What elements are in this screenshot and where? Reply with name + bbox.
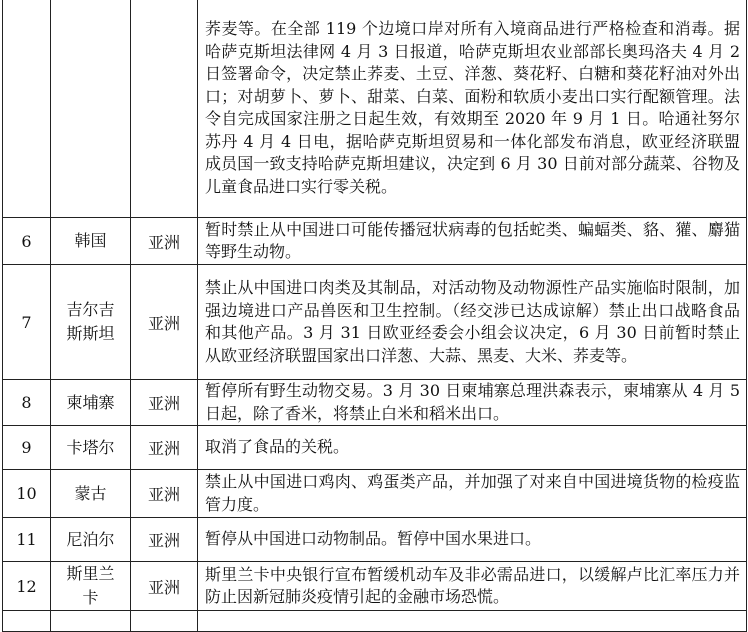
measure-description: 禁止从中国进口鸡肉、鸡蛋类产品，并加强了对来自中国进境货物的检疫监管力度。 — [198, 470, 747, 518]
measures-table — [2, 0, 747, 632]
country-cell: 吉尔吉斯斯坦 — [51, 265, 131, 380]
table-row — [3, 265, 747, 380]
measure-description: 荞麦等。在全部 119 个边境口岸对所有入境商品进行严格检查和消毒。据哈萨克斯坦法律网 4 月 3 日报道，哈萨克斯坦农业部部长奥玛洛夫 4 月 2 日签署命令，决定禁止荞麦、土豆、洋葱、葵花籽、白糖和葵花籽油对外出口；对胡萝卜、萝卜、甜菜、白菜、面粉和软质小麦出口实行配额管理。法令自完成国家注册之日起生效，有效期至 2020 年 9 月 1 日。哈通社努尔苏丹 4 月 4 日电，据哈萨克斯坦贸易和一体化部发布消息，欧亚经济联盟成员国一致支持哈萨克斯坦建议，决定到 6 月 30 日前对部分蔬菜、谷物及儿童食品进口实行零关税。 — [198, 0, 747, 218]
region-cell — [131, 611, 198, 632]
country-cell — [51, 611, 131, 632]
region-cell: 亚洲 — [131, 426, 198, 470]
table-row — [3, 380, 747, 426]
row-number: 8 — [3, 380, 51, 426]
row-number: 11 — [3, 518, 51, 562]
row-number: 10 — [3, 470, 51, 518]
country-cell: 柬埔寨 — [51, 380, 131, 426]
region-cell: 亚洲 — [131, 265, 198, 380]
country-cell: 斯里兰卡 — [51, 562, 131, 611]
region-cell: 亚洲 — [131, 218, 198, 265]
row-number: 9 — [3, 426, 51, 470]
region-cell: 亚洲 — [131, 518, 198, 562]
region-cell: 亚洲 — [131, 562, 198, 611]
row-number — [3, 611, 51, 632]
table-row — [3, 611, 747, 632]
measure-description: 暂停所有野生动物交易。3 月 30 日柬埔寨总理洪森表示，柬埔寨从 4 月 5 日起，除了香米，将禁止白米和稻米出口。 — [198, 380, 747, 426]
country-cell — [51, 0, 131, 218]
measure-description: 斯里兰卡中央银行宣布暂缓机动车及非必需品进口，以缓解卢比汇率压力并防止因新冠肺炎疫情引起的金融市场恐慌。 — [198, 562, 747, 611]
row-number: 7 — [3, 265, 51, 380]
row-number: 12 — [3, 562, 51, 611]
country-cell: 韩国 — [51, 218, 131, 265]
row-number: 6 — [3, 218, 51, 265]
country-cell: 卡塔尔 — [51, 426, 131, 470]
row-number — [3, 0, 51, 218]
region-cell: 亚洲 — [131, 470, 198, 518]
table-row — [3, 218, 747, 265]
measure-description: 禁止从中国进口肉类及其制品，对活动物及动物源性产品实施临时限制，加强边境进口产品兽医和卫生控制。（经交涉已达成谅解）禁止出口战略食品和其他产品。3 月 31 日欧亚经委会小组会议决定，6 月 30 日前暂时禁止从欧亚经济联盟国家出口洋葱、大蒜、黑麦、大米、荞麦等。 — [198, 265, 747, 380]
measure-description — [198, 611, 747, 632]
region-cell — [131, 0, 198, 218]
table-row — [3, 470, 747, 518]
measure-description: 暂时禁止从中国进口可能传播冠状病毒的包括蛇类、蝙蝠类、貉、獾、麝猫等野生动物。 — [198, 218, 747, 265]
table-row — [3, 562, 747, 611]
country-cell: 蒙古 — [51, 470, 131, 518]
table-row — [3, 0, 747, 218]
measure-description: 取消了食品的关税。 — [198, 426, 747, 470]
table-row — [3, 518, 747, 562]
measure-description: 暂停从中国进口动物制品。暂停中国水果进口。 — [198, 518, 747, 562]
region-cell: 亚洲 — [131, 380, 198, 426]
country-cell: 尼泊尔 — [51, 518, 131, 562]
table-row — [3, 426, 747, 470]
